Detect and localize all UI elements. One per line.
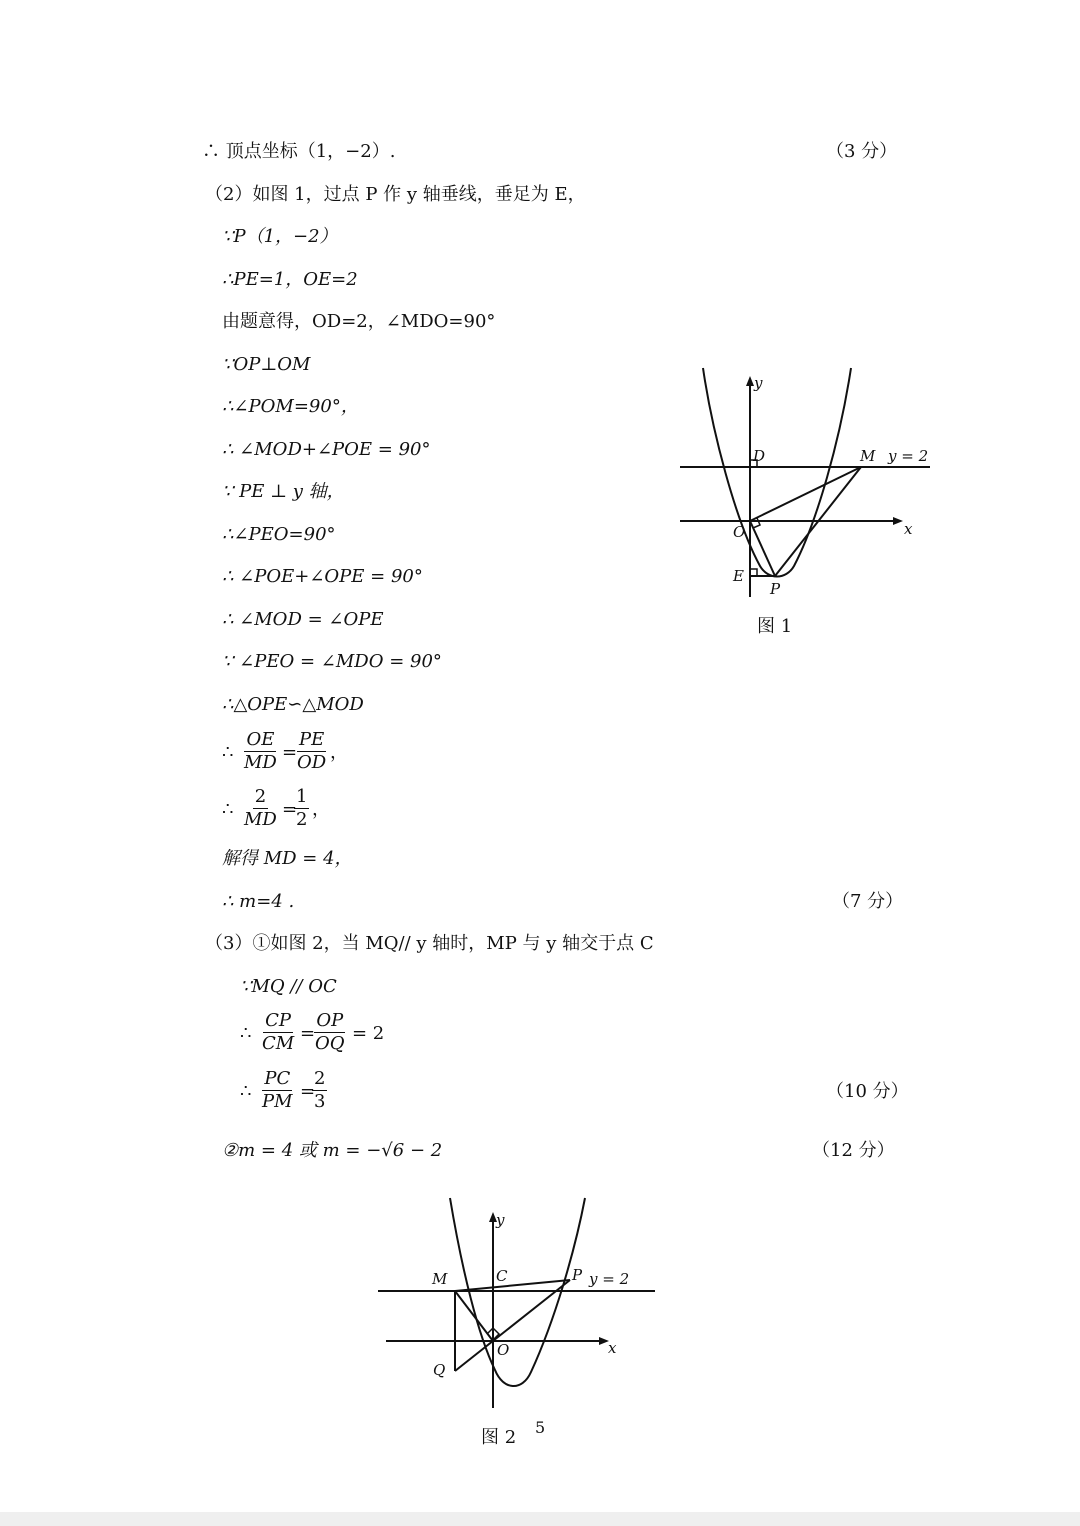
figure-2-diagram: [370, 1190, 670, 1415]
label-o: O: [733, 523, 746, 541]
label-p: P: [572, 1266, 583, 1284]
score-3: （3 分）: [826, 141, 898, 162]
label-y-equals-2: y = 2: [888, 447, 929, 465]
segment-op: [750, 521, 775, 576]
similar-triangles-line: ∴△OPE∽△MOD: [222, 694, 364, 715]
label-p: P: [770, 580, 781, 598]
label-m: M: [432, 1270, 448, 1288]
page-number: 5: [535, 1418, 546, 1437]
label-e: E: [733, 567, 744, 585]
figure-1-caption: 图 1: [757, 616, 793, 637]
part2-intro-line: （2）如图 1，过点 P 作 y 轴垂线，垂足为 E，: [205, 184, 586, 205]
label-y: y: [754, 374, 763, 392]
right-angle-e: [750, 569, 757, 576]
x-axis-arrow: [893, 517, 903, 525]
solve-md-line: 解得 MD = 4，: [222, 848, 353, 869]
given-od-line: 由题意得，OD=2，∠MDO=90°: [222, 311, 496, 332]
op-perp-om-line: ∵OP⊥OM: [222, 354, 311, 375]
label-m: M: [860, 447, 876, 465]
label-c: C: [496, 1267, 508, 1285]
scan-bottom-edge: [0, 1512, 1080, 1526]
mq-parallel-oc-line: ∵MQ // OC: [240, 976, 337, 997]
m-equals-4-line: ∴ m=4 .: [222, 891, 295, 912]
label-y-equals-2: y = 2: [589, 1270, 630, 1288]
score-10: （10 分）: [826, 1081, 909, 1102]
angle-equal-line: ∴ ∠MOD = ∠OPE: [222, 609, 384, 630]
label-d: D: [753, 447, 766, 465]
score-12: （12 分）: [812, 1140, 895, 1161]
segment-om: [750, 467, 861, 521]
segment-mp: [455, 1280, 570, 1291]
vertex-coordinate-line: ∴ 顶点坐标（1，−2）.: [202, 141, 396, 162]
figure-2-caption: 图 2: [481, 1427, 517, 1448]
label-x: x: [904, 520, 913, 538]
part3-intro-line: （3）①如图 2，当 MQ// y 轴时，MP 与 y 轴交于点 C: [205, 933, 654, 954]
pe-oe-line: ∴PE=1，OE=2: [222, 269, 358, 290]
parabola: [703, 368, 851, 577]
angle-peo-line: ∴∠PEO=90°: [222, 524, 336, 545]
label-x: x: [608, 1339, 617, 1357]
right-angles-line: ∵ ∠PEO = ∠MDO = 90°: [222, 651, 442, 672]
pe-perp-y-line: ∵ PE ⊥ y 轴，: [222, 481, 345, 502]
angle-sum-line-2: ∴ ∠POE+∠OPE = 90°: [222, 566, 423, 587]
y-axis-arrow: [746, 376, 754, 386]
figure-1-diagram: [670, 360, 940, 605]
final-answer-line: ②m = 4 或 m = −√6 − 2: [222, 1140, 443, 1161]
angle-sum-line-1: ∴ ∠MOD+∠POE = 90°: [222, 439, 431, 460]
segment-qp: [455, 1280, 570, 1371]
score-7: （7 分）: [832, 891, 904, 912]
label-y: y: [496, 1211, 505, 1229]
label-o: O: [497, 1341, 510, 1359]
angle-pom-line: ∴∠POM=90°，: [222, 396, 359, 417]
label-q: Q: [433, 1361, 446, 1379]
p-coordinate-line: ∵P（1，−2）: [222, 226, 338, 247]
